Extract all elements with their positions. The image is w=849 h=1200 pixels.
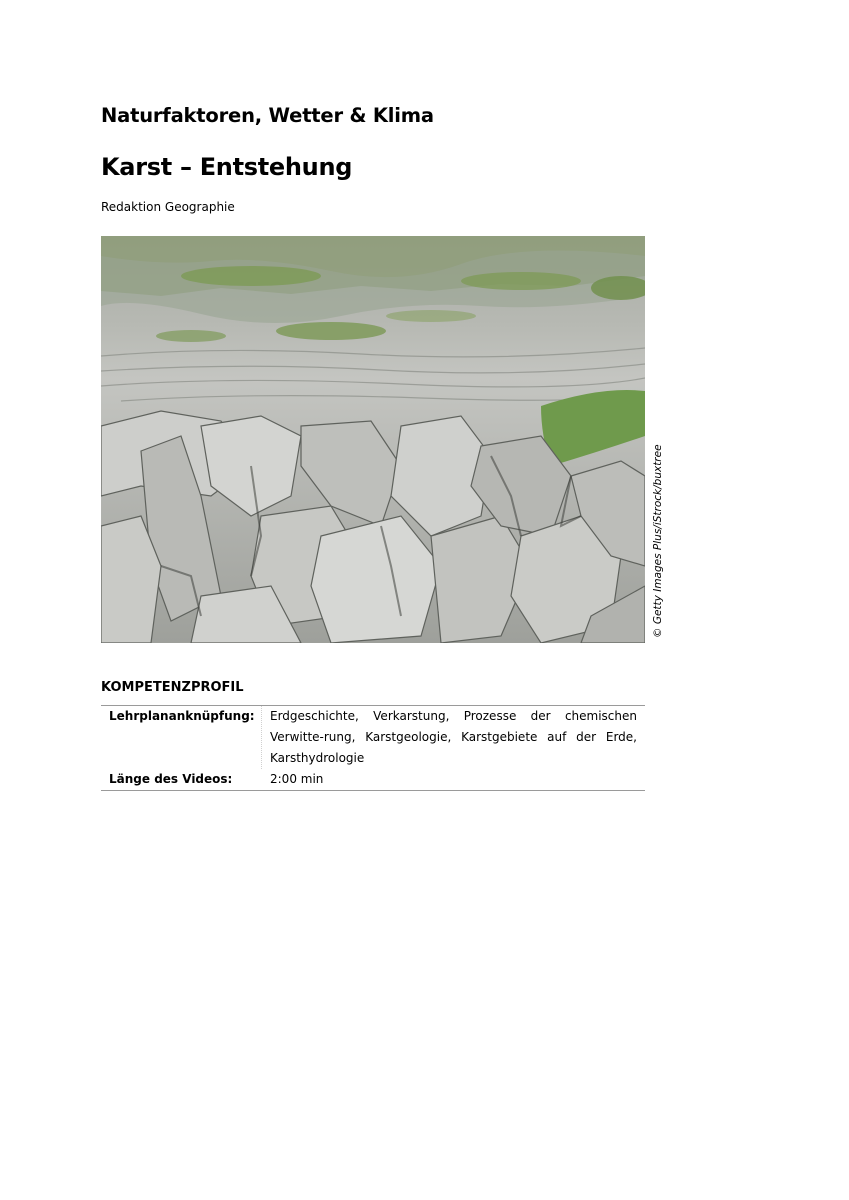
- table-row: [101, 769, 645, 790]
- section-title: Naturfaktoren, Wetter & Klima: [101, 104, 434, 127]
- author-line: Redaktion Geographie: [101, 200, 235, 214]
- kompetenzprofil-heading: KOMPETENZPROFIL: [101, 680, 244, 695]
- karst-landscape-photo: [101, 236, 645, 643]
- kompetenzprofil-table: [101, 705, 645, 791]
- row-label: Länge des Videos:: [109, 772, 233, 786]
- photo-credit: © Getty Images Plus/iStrock/buxtree: [652, 444, 664, 638]
- document-title: Karst – Entstehung: [101, 153, 353, 181]
- table-row: [101, 706, 645, 769]
- row-label: Lehrplananknüpfung:: [101, 706, 262, 769]
- row-value: Erdgeschichte, Verkarstung, Prozesse der chemischen Verwitte-rung, Karstgeologie, Karstgebiete auf der Erde, Karsthydrologie: [270, 709, 637, 765]
- row-value: 2:00 min: [270, 772, 324, 786]
